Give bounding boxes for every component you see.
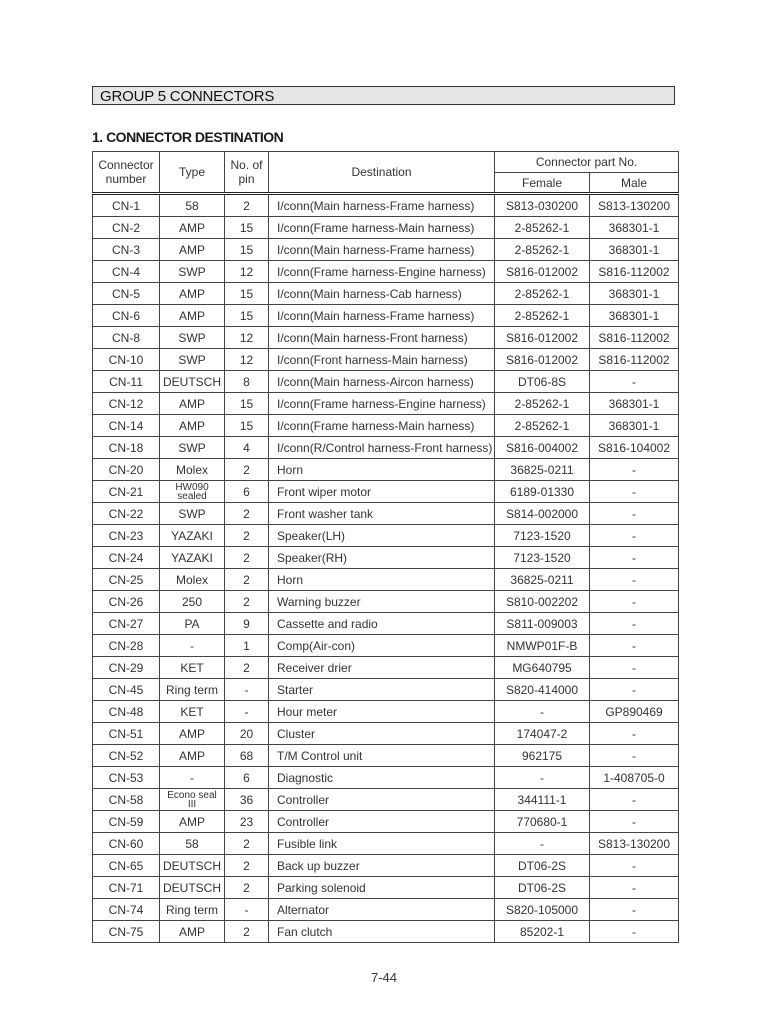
cell-destination: I/conn(Frame harness-Main harness) — [269, 415, 495, 437]
cell-destination: Hour meter — [269, 701, 495, 723]
table-row — [93, 194, 679, 217]
table-row — [93, 767, 679, 789]
table-body — [93, 194, 679, 943]
cell-type: DEUTSCH — [160, 371, 225, 393]
cell-male-part: - — [590, 525, 679, 547]
cell-connector-number: CN-65 — [93, 855, 160, 877]
cell-male-part: S816-112002 — [590, 261, 679, 283]
cell-type: SWP — [160, 503, 225, 525]
cell-male-part: S813-130200 — [590, 833, 679, 855]
cell-type: SWP — [160, 437, 225, 459]
cell-no-of-pin: 4 — [225, 437, 269, 459]
cell-no-of-pin: 2 — [225, 921, 269, 943]
cell-type: KET — [160, 657, 225, 679]
cell-male-part: GP890469 — [590, 701, 679, 723]
cell-male-part: - — [590, 547, 679, 569]
cell-type: AMP — [160, 305, 225, 327]
cell-no-of-pin: 15 — [225, 393, 269, 415]
cell-type: AMP — [160, 921, 225, 943]
cell-connector-number: CN-21 — [93, 481, 160, 503]
cell-destination: Diagnostic — [269, 767, 495, 789]
cell-male-part: - — [590, 635, 679, 657]
cell-female-part: 2-85262-1 — [495, 305, 590, 327]
cell-type: Molex — [160, 569, 225, 591]
cell-connector-number: CN-51 — [93, 723, 160, 745]
cell-male-part: - — [590, 481, 679, 503]
cell-destination: I/conn(Main harness-Cab harness) — [269, 283, 495, 305]
cell-type: SWP — [160, 261, 225, 283]
cell-connector-number: CN-27 — [93, 613, 160, 635]
cell-female-part: 2-85262-1 — [495, 239, 590, 261]
cell-destination: I/conn(Frame harness-Engine harness) — [269, 393, 495, 415]
cell-female-part: S816-012002 — [495, 261, 590, 283]
cell-no-of-pin: 9 — [225, 613, 269, 635]
table-row — [93, 855, 679, 877]
cell-female-part: S816-004002 — [495, 437, 590, 459]
cell-connector-number: CN-20 — [93, 459, 160, 481]
cell-type: 58 — [160, 833, 225, 855]
cell-type: AMP — [160, 393, 225, 415]
cell-destination: I/conn(R/Control harness-Front harness) — [269, 437, 495, 459]
cell-no-of-pin: 12 — [225, 349, 269, 371]
cell-male-part: 368301-1 — [590, 283, 679, 305]
cell-type: Ring term — [160, 679, 225, 701]
cell-connector-number: CN-6 — [93, 305, 160, 327]
cell-connector-number: CN-11 — [93, 371, 160, 393]
cell-type: 250 — [160, 591, 225, 613]
cell-type: AMP — [160, 283, 225, 305]
cell-connector-number: CN-53 — [93, 767, 160, 789]
cell-male-part: - — [590, 613, 679, 635]
cell-type-line: Econo seal — [167, 789, 217, 801]
cell-type: AMP — [160, 745, 225, 767]
cell-type: YAZAKI — [160, 525, 225, 547]
cell-type: AMP — [160, 811, 225, 833]
cell-destination: I/conn(Main harness-Frame harness) — [269, 239, 495, 261]
cell-male-part: - — [590, 569, 679, 591]
cell-no-of-pin: 15 — [225, 283, 269, 305]
cell-no-of-pin: 2 — [225, 877, 269, 899]
cell-male-part: - — [590, 371, 679, 393]
table-row — [93, 899, 679, 921]
cell-connector-number: CN-18 — [93, 437, 160, 459]
cell-no-of-pin: 6 — [225, 481, 269, 503]
cell-female-part: 7123-1520 — [495, 547, 590, 569]
section-title: 1. CONNECTOR DESTINATION — [92, 129, 284, 145]
cell-type: AMP — [160, 415, 225, 437]
cell-no-of-pin: 20 — [225, 723, 269, 745]
cell-male-part: - — [590, 679, 679, 701]
cell-no-of-pin: 12 — [225, 327, 269, 349]
page-number: 7-44 — [370, 970, 398, 985]
cell-no-of-pin: 2 — [225, 569, 269, 591]
cell-female-part: 344111-1 — [495, 789, 590, 811]
cell-destination: Speaker(LH) — [269, 525, 495, 547]
table-row — [93, 261, 679, 283]
cell-female-part: DT06-8S — [495, 371, 590, 393]
cell-female-part: DT06-2S — [495, 855, 590, 877]
table-row — [93, 877, 679, 899]
header-male: Male — [590, 173, 679, 194]
cell-female-part: 7123-1520 — [495, 525, 590, 547]
cell-no-of-pin: 8 — [225, 371, 269, 393]
cell-type: AMP — [160, 217, 225, 239]
cell-destination: I/conn(Frame harness-Engine harness) — [269, 261, 495, 283]
cell-destination: T/M Control unit — [269, 745, 495, 767]
cell-type-line: sealed — [177, 490, 207, 502]
cell-female-part: 174047-2 — [495, 723, 590, 745]
header-connector-part-no: Connector part No. — [495, 152, 679, 173]
table-row — [93, 415, 679, 437]
cell-connector-number: CN-45 — [93, 679, 160, 701]
cell-type: AMP — [160, 239, 225, 261]
table-row — [93, 811, 679, 833]
header-no-of-pin: No. of pin — [225, 152, 269, 194]
cell-female-part: S816-012002 — [495, 327, 590, 349]
cell-connector-number: CN-60 — [93, 833, 160, 855]
cell-type: PA — [160, 613, 225, 635]
table-row — [93, 657, 679, 679]
cell-female-part: - — [495, 833, 590, 855]
cell-female-part: 2-85262-1 — [495, 415, 590, 437]
cell-male-part: S816-112002 — [590, 349, 679, 371]
cell-female-part: S810-002202 — [495, 591, 590, 613]
cell-male-part: 368301-1 — [590, 239, 679, 261]
cell-no-of-pin: 15 — [225, 415, 269, 437]
table-row — [93, 305, 679, 327]
cell-female-part: S820-414000 — [495, 679, 590, 701]
cell-no-of-pin: 23 — [225, 811, 269, 833]
cell-female-part: DT06-2S — [495, 877, 590, 899]
cell-destination: Receiver drier — [269, 657, 495, 679]
table-row — [93, 239, 679, 261]
cell-connector-number: CN-3 — [93, 239, 160, 261]
cell-female-part: 36825-0211 — [495, 569, 590, 591]
cell-destination: Warning buzzer — [269, 591, 495, 613]
cell-no-of-pin: 2 — [225, 591, 269, 613]
cell-female-part: 2-85262-1 — [495, 283, 590, 305]
table-row — [93, 921, 679, 943]
cell-female-part: 6189-01330 — [495, 481, 590, 503]
cell-no-of-pin: - — [225, 679, 269, 701]
cell-male-part: 368301-1 — [590, 393, 679, 415]
cell-type: DEUTSCH — [160, 855, 225, 877]
header-type: Type — [160, 152, 225, 194]
cell-female-part: - — [495, 701, 590, 723]
cell-no-of-pin: 2 — [225, 833, 269, 855]
cell-type-line: HW090 — [175, 481, 209, 493]
cell-destination: Back up buzzer — [269, 855, 495, 877]
cell-male-part: - — [590, 503, 679, 525]
cell-destination: Horn — [269, 569, 495, 591]
cell-type: YAZAKI — [160, 547, 225, 569]
cell-no-of-pin: 15 — [225, 217, 269, 239]
cell-destination: I/conn(Front harness-Main harness) — [269, 349, 495, 371]
cell-male-part: - — [590, 723, 679, 745]
table-row — [93, 503, 679, 525]
cell-female-part: - — [495, 767, 590, 789]
cell-no-of-pin: 2 — [225, 459, 269, 481]
cell-male-part: - — [590, 811, 679, 833]
cell-male-part: 368301-1 — [590, 217, 679, 239]
header-female: Female — [495, 173, 590, 194]
cell-connector-number: CN-29 — [93, 657, 160, 679]
cell-destination: I/conn(Main harness-Front harness) — [269, 327, 495, 349]
cell-type: - — [160, 767, 225, 789]
cell-destination: Controller — [269, 789, 495, 811]
cell-female-part: 36825-0211 — [495, 459, 590, 481]
cell-connector-number: CN-24 — [93, 547, 160, 569]
cell-female-part: 2-85262-1 — [495, 393, 590, 415]
cell-male-part: 1-408705-0 — [590, 767, 679, 789]
cell-destination: Controller — [269, 811, 495, 833]
cell-male-part: S816-112002 — [590, 327, 679, 349]
table-row — [93, 393, 679, 415]
table-row — [93, 327, 679, 349]
cell-destination: Cassette and radio — [269, 613, 495, 635]
cell-destination: Fan clutch — [269, 921, 495, 943]
table-row — [93, 613, 679, 635]
table-row — [93, 833, 679, 855]
cell-no-of-pin: 36 — [225, 789, 269, 811]
header-destination: Destination — [269, 152, 495, 194]
cell-female-part: 2-85262-1 — [495, 217, 590, 239]
cell-destination: Speaker(RH) — [269, 547, 495, 569]
cell-destination: Alternator — [269, 899, 495, 921]
cell-male-part: - — [590, 459, 679, 481]
cell-male-part: - — [590, 789, 679, 811]
cell-female-part: 770680-1 — [495, 811, 590, 833]
cell-no-of-pin: 2 — [225, 194, 269, 217]
cell-female-part: S811-009003 — [495, 613, 590, 635]
cell-male-part: S816-104002 — [590, 437, 679, 459]
cell-no-of-pin: 68 — [225, 745, 269, 767]
cell-type-line: III — [187, 798, 197, 810]
cell-type: SWP — [160, 327, 225, 349]
table-row — [93, 635, 679, 657]
cell-destination: I/conn(Main harness-Frame harness) — [269, 305, 495, 327]
cell-connector-number: CN-1 — [93, 194, 160, 217]
cell-no-of-pin: 6 — [225, 767, 269, 789]
cell-destination: Starter — [269, 679, 495, 701]
group-title: GROUP 5 CONNECTORS — [92, 86, 675, 105]
cell-connector-number: CN-12 — [93, 393, 160, 415]
cell-destination: Horn — [269, 459, 495, 481]
cell-connector-number: CN-8 — [93, 327, 160, 349]
cell-female-part: 85202-1 — [495, 921, 590, 943]
cell-male-part: - — [590, 745, 679, 767]
cell-connector-number: CN-10 — [93, 349, 160, 371]
cell-no-of-pin: - — [225, 899, 269, 921]
cell-female-part: NMWP01F-B — [495, 635, 590, 657]
cell-type: Molex — [160, 459, 225, 481]
cell-connector-number: CN-26 — [93, 591, 160, 613]
cell-no-of-pin: 2 — [225, 547, 269, 569]
cell-destination: Comp(Air-con) — [269, 635, 495, 657]
cell-no-of-pin: 2 — [225, 657, 269, 679]
cell-connector-number: CN-75 — [93, 921, 160, 943]
table-row — [93, 569, 679, 591]
cell-connector-number: CN-14 — [93, 415, 160, 437]
table-row — [93, 701, 679, 723]
cell-connector-number: CN-2 — [93, 217, 160, 239]
cell-type: KET — [160, 701, 225, 723]
cell-no-of-pin: 15 — [225, 305, 269, 327]
cell-female-part: MG640795 — [495, 657, 590, 679]
cell-connector-number: CN-52 — [93, 745, 160, 767]
cell-connector-number: CN-71 — [93, 877, 160, 899]
cell-female-part: 962175 — [495, 745, 590, 767]
cell-male-part: 368301-1 — [590, 305, 679, 327]
cell-connector-number: CN-25 — [93, 569, 160, 591]
cell-type — [160, 481, 225, 503]
table-row — [93, 349, 679, 371]
cell-male-part: - — [590, 877, 679, 899]
table-row — [93, 371, 679, 393]
table-row — [93, 679, 679, 701]
cell-male-part: - — [590, 899, 679, 921]
cell-destination: Front wiper motor — [269, 481, 495, 503]
table-row — [93, 591, 679, 613]
cell-type — [160, 789, 225, 811]
cell-type: - — [160, 635, 225, 657]
cell-destination: Front washer tank — [269, 503, 495, 525]
cell-destination: Fusible link — [269, 833, 495, 855]
connector-destination-table — [92, 151, 679, 943]
table-row — [93, 525, 679, 547]
cell-no-of-pin: 2 — [225, 503, 269, 525]
cell-connector-number: CN-4 — [93, 261, 160, 283]
cell-no-of-pin: 1 — [225, 635, 269, 657]
cell-no-of-pin: 15 — [225, 239, 269, 261]
table-row — [93, 547, 679, 569]
cell-destination: Parking solenoid — [269, 877, 495, 899]
cell-no-of-pin: 2 — [225, 525, 269, 547]
cell-destination: I/conn(Main harness-Frame harness) — [269, 194, 495, 217]
cell-destination: Cluster — [269, 723, 495, 745]
cell-type: AMP — [160, 723, 225, 745]
cell-female-part: S813-030200 — [495, 194, 590, 217]
cell-female-part: S820-105000 — [495, 899, 590, 921]
cell-connector-number: CN-28 — [93, 635, 160, 657]
cell-male-part: - — [590, 657, 679, 679]
table-row — [93, 481, 679, 503]
cell-no-of-pin: 12 — [225, 261, 269, 283]
cell-connector-number: CN-59 — [93, 811, 160, 833]
cell-type: 58 — [160, 194, 225, 217]
cell-destination: I/conn(Frame harness-Main harness) — [269, 217, 495, 239]
table-row — [93, 745, 679, 767]
table-row — [93, 723, 679, 745]
cell-male-part: - — [590, 591, 679, 613]
table-row — [93, 789, 679, 811]
cell-connector-number: CN-5 — [93, 283, 160, 305]
cell-type: SWP — [160, 349, 225, 371]
header-connector-number: Connector number — [93, 152, 160, 194]
cell-type: DEUTSCH — [160, 877, 225, 899]
cell-male-part: - — [590, 921, 679, 943]
cell-connector-number: CN-22 — [93, 503, 160, 525]
cell-female-part: S814-002000 — [495, 503, 590, 525]
cell-type: Ring term — [160, 899, 225, 921]
table-row — [93, 283, 679, 305]
cell-male-part: S813-130200 — [590, 194, 679, 217]
cell-male-part: 368301-1 — [590, 415, 679, 437]
cell-connector-number: CN-74 — [93, 899, 160, 921]
table-row — [93, 437, 679, 459]
table-row — [93, 217, 679, 239]
cell-no-of-pin: 2 — [225, 855, 269, 877]
cell-destination: I/conn(Main harness-Aircon harness) — [269, 371, 495, 393]
cell-no-of-pin: - — [225, 701, 269, 723]
cell-connector-number: CN-58 — [93, 789, 160, 811]
cell-connector-number: CN-23 — [93, 525, 160, 547]
cell-male-part: - — [590, 855, 679, 877]
cell-connector-number: CN-48 — [93, 701, 160, 723]
cell-female-part: S816-012002 — [495, 349, 590, 371]
table-row — [93, 459, 679, 481]
